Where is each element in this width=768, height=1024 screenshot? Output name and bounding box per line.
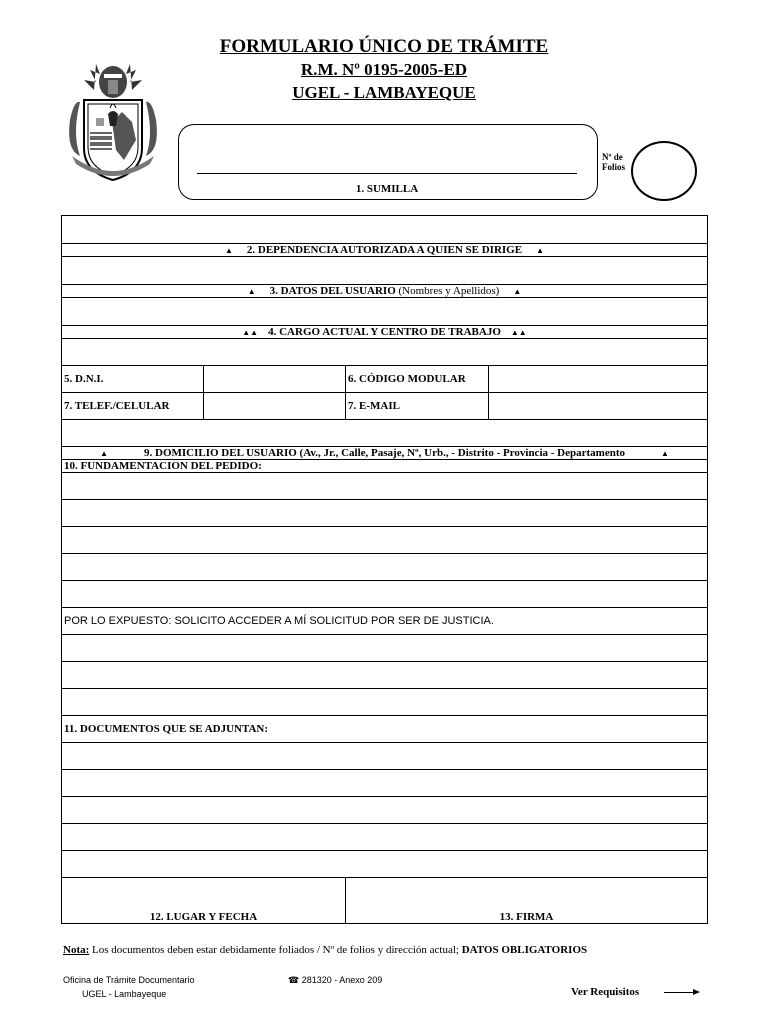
sumilla-line bbox=[197, 173, 577, 174]
ver-requisitos-link[interactable]: Ver Requisitos bbox=[571, 986, 640, 998]
domicilio-label: ▲ 9. DOMICILIO DEL USUARIO (Av., Jr., Calle, Pasaje, Nº, Urb., - Distrito - Provincia - Departamento ▲ bbox=[62, 447, 708, 460]
email-label: 7. E-MAIL bbox=[346, 393, 489, 420]
folios-circle[interactable] bbox=[631, 141, 697, 201]
domicilio-field[interactable] bbox=[62, 420, 708, 447]
email-field[interactable] bbox=[489, 393, 708, 420]
fundamentacion-line[interactable] bbox=[62, 635, 708, 662]
fundamentacion-line[interactable] bbox=[62, 662, 708, 689]
folios-label: Nº de Folios bbox=[602, 152, 626, 172]
cargo-label: ▲▲ 4. CARGO ACTUAL Y CENTRO DE TRABAJO ▲▲ bbox=[62, 326, 708, 339]
nota-text: Los documentos deben estar debidamente foliados / Nº de folios y dirección actual; bbox=[89, 944, 462, 956]
documentos-label: 11. DOCUMENTOS QUE SE ADJUNTAN: bbox=[62, 716, 708, 743]
codigo-modular-field[interactable] bbox=[489, 366, 708, 393]
firma-field[interactable] bbox=[346, 878, 708, 924]
solicito-text: POR LO EXPUESTO: SOLICITO ACCEDER A MÍ SOLICITUD POR SER DE JUSTICIA. bbox=[62, 608, 708, 635]
fundamentacion-line[interactable] bbox=[62, 500, 708, 527]
arrow-right-icon bbox=[664, 992, 698, 993]
sumilla-label: 1. SUMILLA bbox=[355, 183, 419, 195]
documentos-line[interactable] bbox=[62, 851, 708, 878]
form-title: FORMULARIO ÚNICO DE TRÁMITE bbox=[219, 36, 549, 57]
footer-phone: ☎ 281320 - Anexo 209 bbox=[288, 975, 383, 985]
documentos-line[interactable] bbox=[62, 770, 708, 797]
footer-ugel: UGEL - Lambayeque bbox=[82, 989, 167, 999]
lugar-fecha-field[interactable] bbox=[62, 878, 346, 924]
telefono-label: 7. TELEF./CELULAR bbox=[62, 393, 204, 420]
telefono-field[interactable] bbox=[204, 393, 346, 420]
form-table bbox=[61, 215, 708, 924]
cargo-field[interactable] bbox=[62, 298, 708, 326]
fundamentacion-line[interactable] bbox=[62, 581, 708, 608]
documentos-line[interactable] bbox=[62, 824, 708, 851]
office-name: UGEL - LAMBAYEQUE bbox=[292, 83, 476, 102]
dni-label: 5. D.N.I. bbox=[62, 366, 204, 393]
lugar-fecha-label: 12. LUGAR Y FECHA bbox=[149, 911, 258, 923]
dependencia-field[interactable] bbox=[62, 216, 708, 244]
cargo-extra-field[interactable] bbox=[62, 339, 708, 366]
firma-label: 13. FIRMA bbox=[499, 911, 554, 923]
dependencia-label: ▲ 2. DEPENDENCIA AUTORIZADA A QUIEN SE DIRIGE ▲ bbox=[62, 244, 708, 257]
documentos-line[interactable] bbox=[62, 797, 708, 824]
crest-logo bbox=[66, 60, 160, 186]
footer-office: Oficina de Trámite Documentario bbox=[63, 975, 195, 985]
dni-field[interactable] bbox=[204, 366, 346, 393]
fundamentacion-label: 10. FUNDAMENTACION DEL PEDIDO: bbox=[62, 460, 708, 473]
nota bbox=[63, 944, 587, 956]
fundamentacion-line[interactable] bbox=[62, 473, 708, 500]
codigo-modular-label: 6. CÓDIGO MODULAR bbox=[346, 366, 489, 393]
resolution-number: R.M. Nº 0195-2005-ED bbox=[300, 60, 468, 79]
datos-usuario-label: ▲ 3. DATOS DEL USUARIO (Nombres y Apellidos) ▲ bbox=[62, 285, 708, 298]
fundamentacion-line[interactable] bbox=[62, 554, 708, 581]
documentos-line[interactable] bbox=[62, 743, 708, 770]
fundamentacion-line[interactable] bbox=[62, 527, 708, 554]
fundamentacion-line[interactable] bbox=[62, 689, 708, 716]
datos-usuario-field[interactable] bbox=[62, 257, 708, 285]
phone-icon: ☎ bbox=[288, 975, 300, 985]
nota-label: Nota: bbox=[63, 944, 90, 956]
nota-emphasis: DATOS OBLIGATORIOS bbox=[461, 944, 588, 956]
